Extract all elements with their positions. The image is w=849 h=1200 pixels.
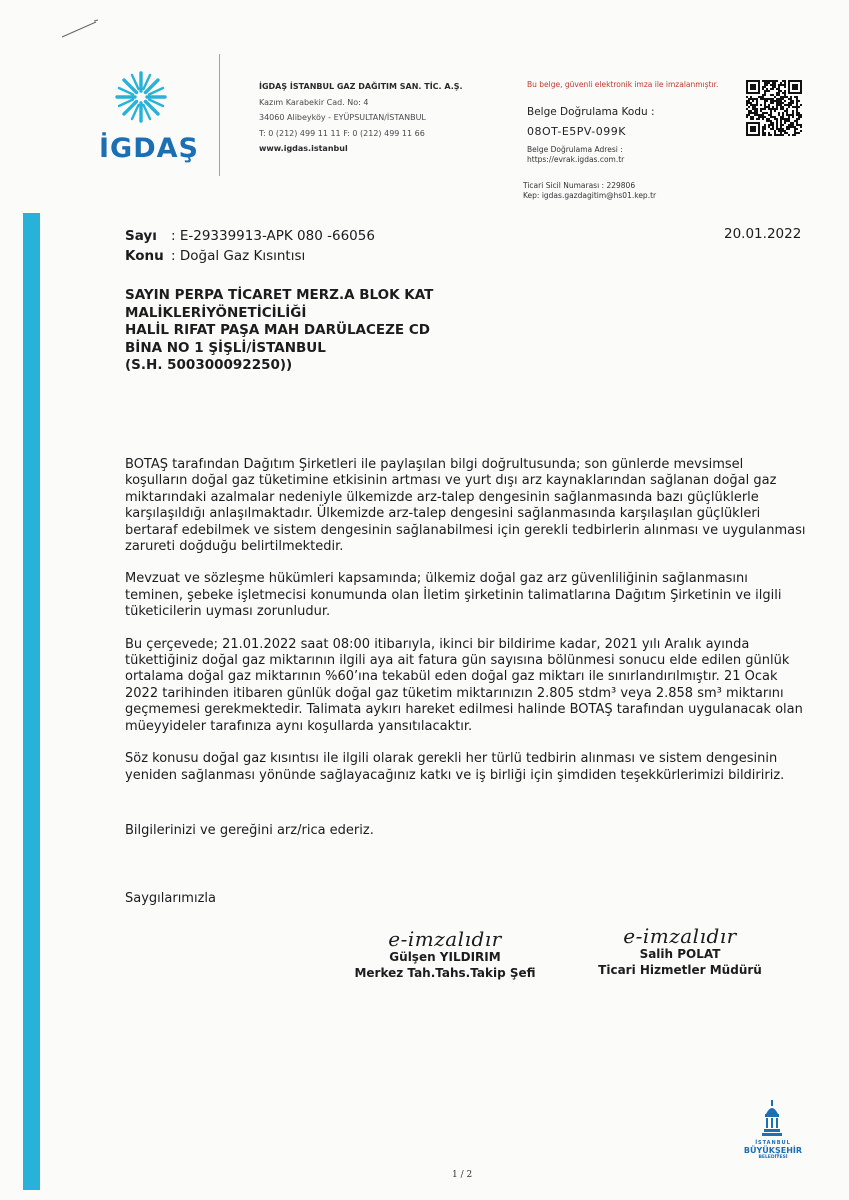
page-number: 1 / 2 [452, 1170, 473, 1180]
signer-title: Merkez Tah.Tahs.Takip Şefi [354, 966, 536, 980]
company-address-line2: 34060 Alibeyköy - EYÜPSULTAN/İSTANBUL [259, 113, 426, 122]
signer-title: Ticari Hizmetler Müdürü [598, 963, 762, 977]
sayi-value: : E-29339913-APK 080 -66056 [171, 228, 375, 244]
company-name: İGDAŞ İSTANBUL GAZ DAĞITIM SAN. TİC. A.Ş. [259, 82, 463, 91]
letter-meta [125, 226, 375, 266]
verify-address-url[interactable]: https://evrak.igdas.com.tr [527, 155, 625, 164]
regards-line: Saygılarımızla [125, 891, 216, 906]
ibb-line2: BÜYÜKŞEHİR [743, 1146, 803, 1155]
trade-registry [523, 181, 743, 201]
addressee-line: HALİL RIFAT PAŞA MAH DARÜLACEZE CD [125, 322, 430, 338]
kep-address: Kep: igdas.gazdagitim@hs01.kep.tr [523, 191, 657, 200]
addressee-block [125, 287, 545, 375]
body-paragraph: Söz konusu doğal gaz kısıntısı ile ilgili olarak gerekli her türlü tedbirin alınması ve sistem dengesinin yeniden sağlanması yönünde sağlayacağınız katkı ve iş birliği için şimdiden teşekkürlerimizi bildiririz. [125, 751, 785, 783]
ibb-line1: İSTANBUL [755, 1140, 791, 1146]
sayi-label: Sayı [125, 228, 157, 244]
trade-registry-number: Ticari Sicil Numarası : 229806 [523, 181, 636, 190]
ibb-line3: BELEDİYESİ [758, 1155, 788, 1160]
signature-block-2 [585, 924, 775, 978]
signer-name: Salih POLAT [639, 947, 721, 961]
konu-label: Konu [125, 248, 164, 264]
esignature-stamp: e-imzalıdır [388, 927, 502, 951]
signer-name: Gülşen YILDIRIM [389, 950, 501, 964]
header-divider [219, 54, 220, 176]
istanbul-municipality-logo-icon [762, 1100, 782, 1136]
esignature-note: Bu belge, güvenli elektronik imza ile imzalanmıştır. [527, 80, 719, 89]
esignature-stamp: e-imzalıdır [623, 924, 737, 948]
body-paragraph: BOTAŞ tarafından Dağıtım Şirketleri ile paylaşılan bilgi doğrultusunda; son günlerde mevsimsel koşulların doğal gaz tüketimine etkisinin artması ve yurt dışı arz kaynaklarından sağlanan doğal gaz miktarındaki azalmalar nedeniyle ülkemizde arz-talep dengesinin sağlanmasında bazı güçlüklerle karşılaşıldığı anlaşılmaktadır. Ülkemizde arz-talep dengesini sağlanmasında karşılaşılan güçlükleri bertaraf edebilmek ve sistem dengesinin sağlanabilmesi için gerekli tedbirlerin alınması ve uygulanması zarureti doğduğu belirtilmektedir. [125, 457, 806, 555]
company-info [259, 79, 509, 157]
body-paragraph: Bu çerçevede; 21.01.2022 saat 08:00 itibarıyla, ikinci bir bildirime kadar, 2021 yılı Aralık ayında tükettiğiniz doğal gaz miktarının ilgili aya ait fatura gün sayısına bölünmesi sonucu elde edilen günlük ortalama doğal gaz miktarının %60’ına tekabül eden doğal gaz miktarı ile sınırlandırılmıştır. 21 Ocak 2022 tarihinden itibaren günlük doğal gaz tüketim miktarınızın 2.805 stdm³ veya 2.858 sm³ miktarını geçmemesi gerekmektedir. Talimata aykırı hareket edilmesi halinde BOTAŞ tarafından uygulanacak olan müeyyideler tarafınıza aynı koşullarda yansıtılacaktır. [125, 636, 803, 734]
pen-stroke-mark [60, 18, 100, 40]
addressee-line: SAYIN PERPA TİCARET MERZ.A BLOK KAT [125, 287, 434, 303]
verify-address [527, 145, 687, 165]
letter-body [125, 457, 808, 800]
body-paragraph: Mevzuat ve sözleşme hükümleri kapsamında; ülkemiz doğal gaz arz güvenliliğinin sağlanmasını teminen, şebeke işletmecisi konumunda olan İletim şirketinin talimatlarına Dağıtım Şirketinin ve ilgili tüketicilerin uyması zorunludur. [125, 571, 782, 620]
addressee-line: (S.H. 500300092250)) [125, 357, 293, 373]
addressee-line: MALİKLERİYÖNETİCİLİĞİ [125, 304, 307, 321]
side-color-band [23, 213, 40, 1190]
qr-code-icon [746, 80, 802, 136]
verify-code: 08OT-E5PV-099K [527, 125, 626, 138]
addressee-line: BİNA NO 1 ŞİŞLİ/İSTANBUL [125, 339, 326, 356]
company-address-line1: Kazım Karabekir Cad. No: 4 [259, 97, 369, 107]
signature-block-1 [345, 927, 545, 981]
igdas-flame-logo-icon [114, 70, 168, 124]
closing-line: Bilgilerinizi ve gereğini arz/rica ederiz. [125, 823, 374, 838]
verify-address-label: Belge Doğrulama Adresi : [527, 145, 623, 154]
company-website[interactable]: www.igdas.istanbul [259, 144, 348, 153]
istanbul-municipality-text [736, 1140, 810, 1160]
konu-value: : Doğal Gaz Kısıntısı [171, 248, 306, 264]
logo-wordmark: İGDAŞ [99, 133, 199, 164]
company-phone: T: 0 (212) 499 11 11 F: 0 (212) 499 11 66 [259, 128, 425, 138]
konu-row [125, 246, 375, 266]
sayi-row [125, 226, 375, 246]
letter-date: 20.01.2022 [724, 226, 802, 242]
verify-code-label: Belge Doğrulama Kodu : [527, 106, 655, 118]
